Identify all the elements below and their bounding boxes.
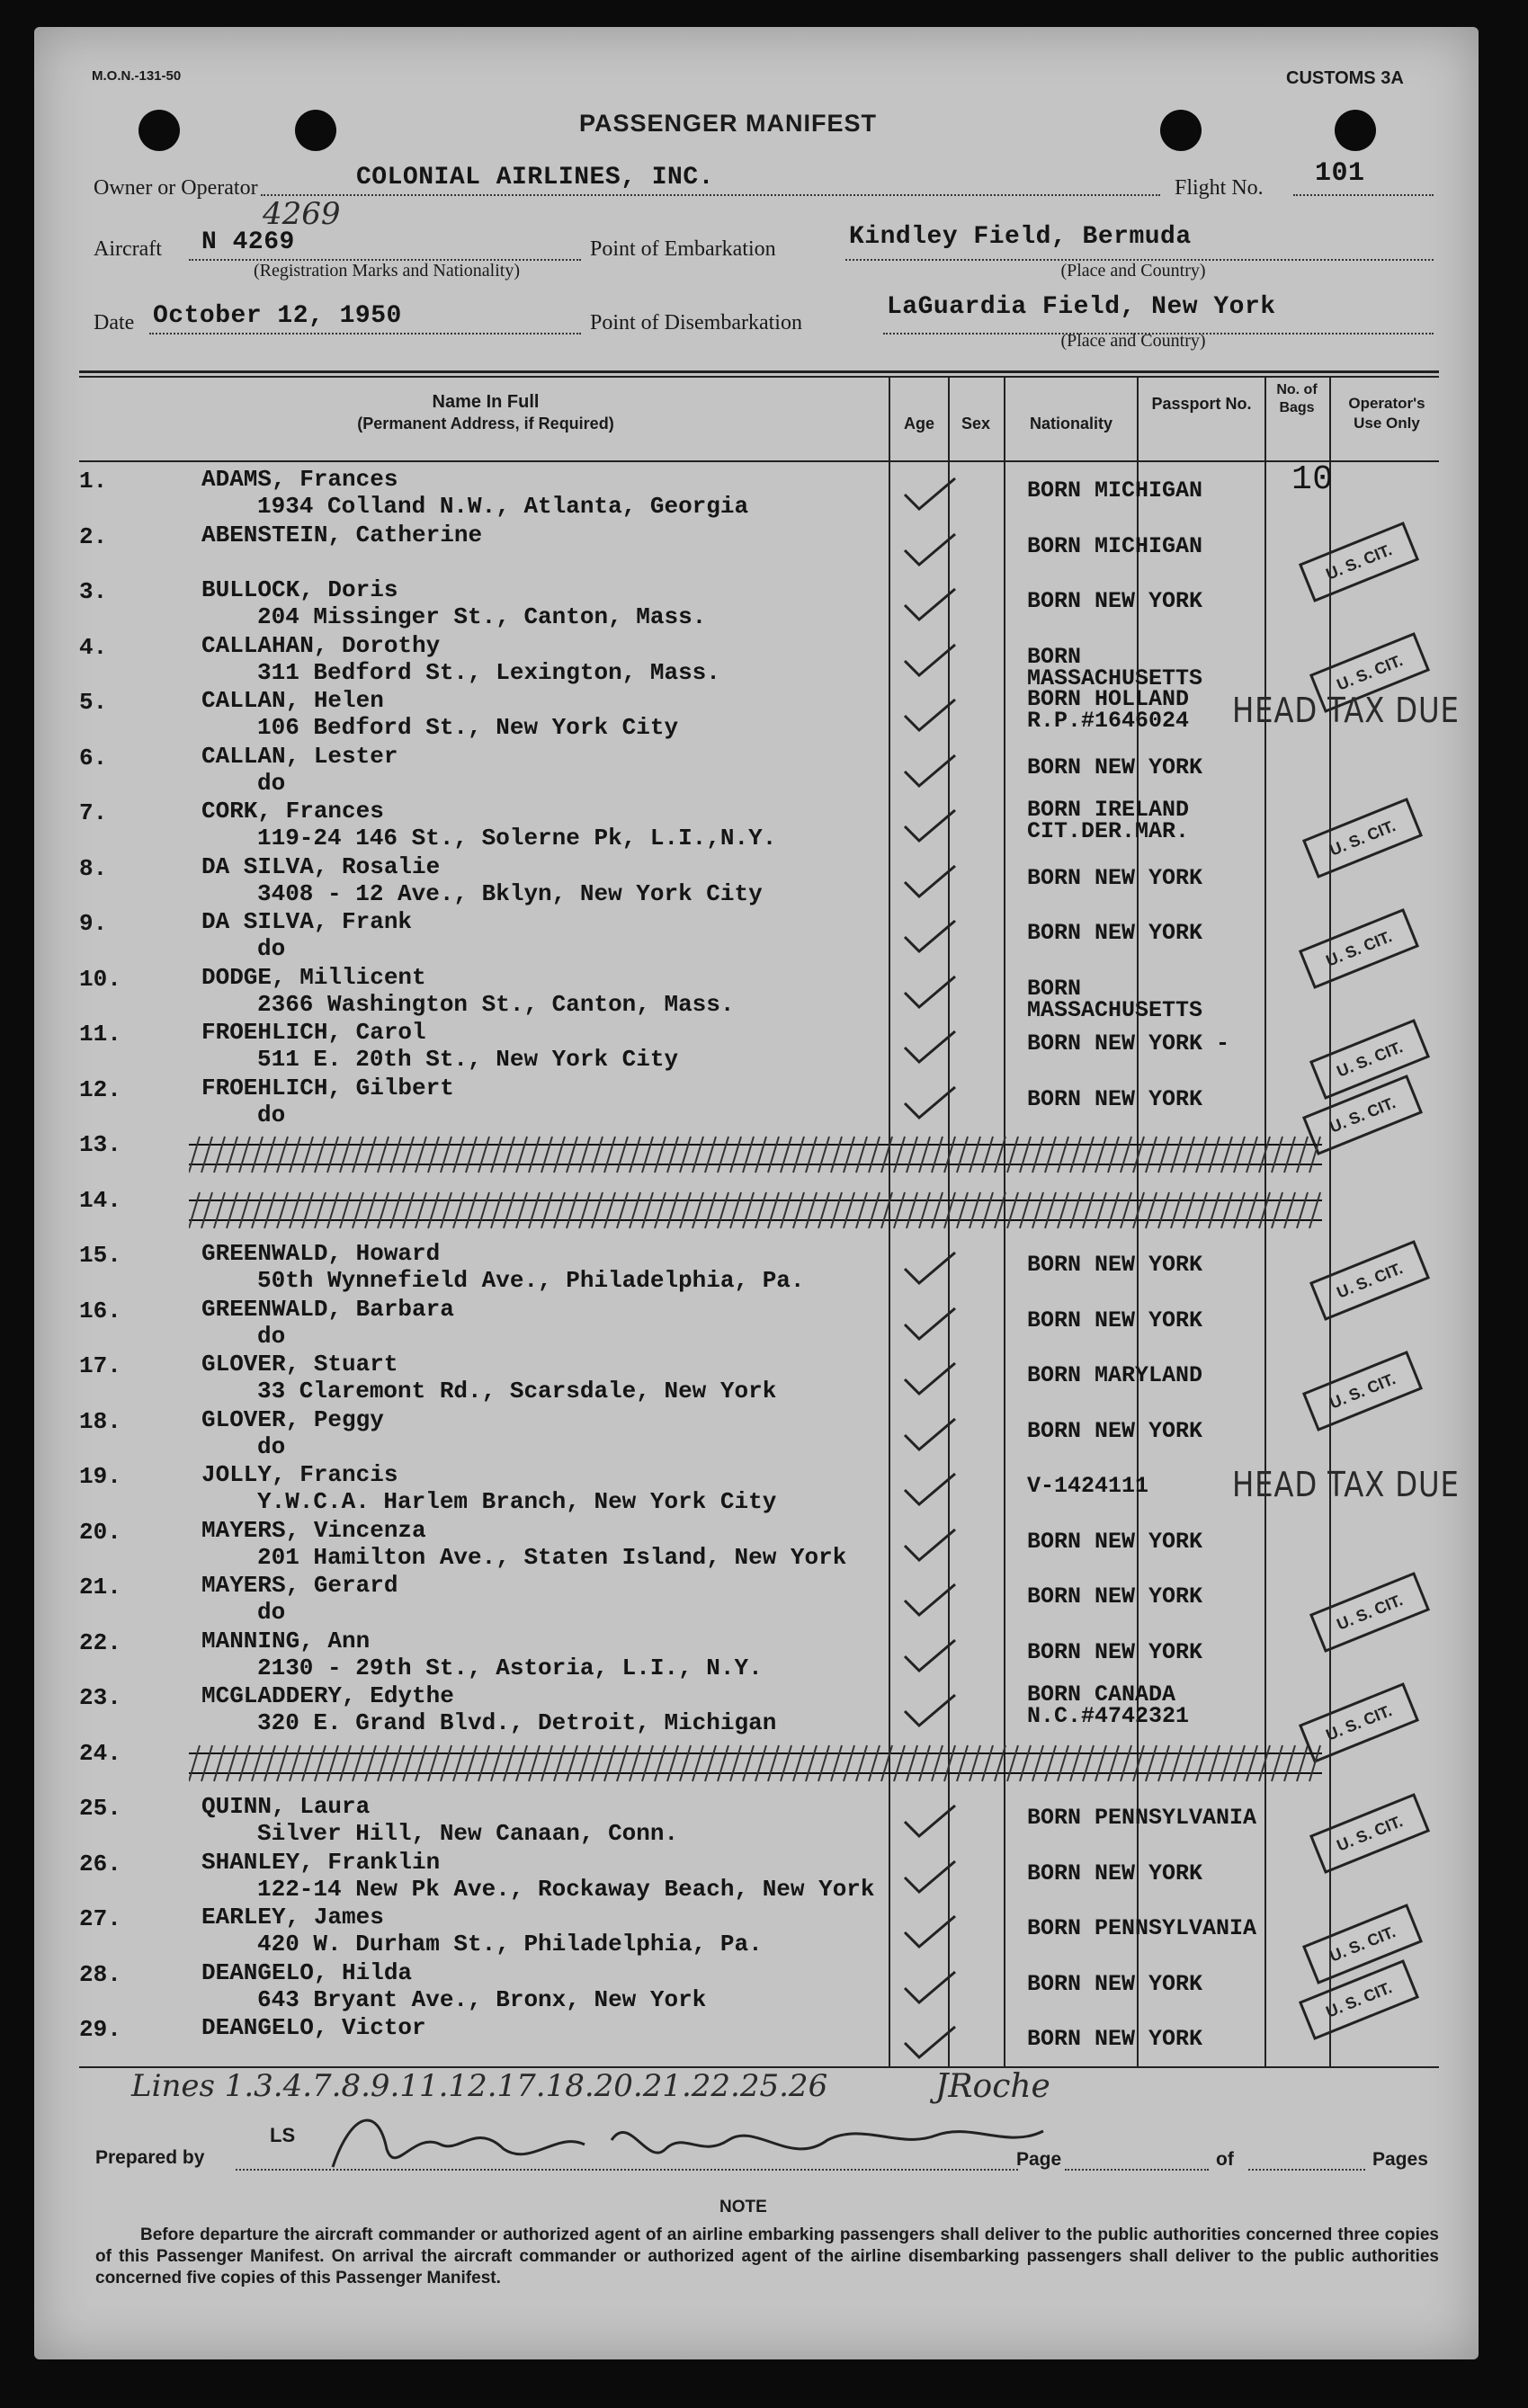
passenger-address: do	[257, 769, 286, 797]
row-number: 5.	[79, 689, 108, 716]
passenger-name: EARLEY, James	[201, 1904, 384, 1931]
scribble-out	[189, 1740, 1322, 1787]
col-header-passport: Passport No.	[1151, 395, 1252, 413]
row-number: 12.	[79, 1075, 121, 1103]
age-check-mark	[899, 2021, 962, 2066]
passenger-address: Y.W.C.A. Harlem Branch, New York City	[257, 1488, 777, 1515]
punch-hole	[1335, 110, 1376, 151]
passenger-name: ADAMS, Frances	[201, 466, 398, 493]
age-check-mark	[899, 1635, 962, 1680]
passenger-address: 33 Claremont Rd., Scarsdale, New York	[257, 1378, 777, 1405]
nationality: BORN NEW YORK	[1027, 1085, 1203, 1112]
passenger-name: CORK, Frances	[201, 798, 384, 825]
passenger-address: 311 Bedford St., Lexington, Mass.	[257, 658, 720, 686]
passenger-name: GLOVER, Stuart	[201, 1351, 398, 1378]
passenger-name: MAYERS, Gerard	[201, 1572, 398, 1599]
passenger-name: MAYERS, Vincenza	[201, 1516, 426, 1544]
nationality: BORN NEW YORK	[1027, 1417, 1203, 1444]
aircraft-handwritten: 4269	[263, 196, 341, 232]
row-number: 3.	[79, 578, 108, 605]
passenger-name: GREENWALD, Howard	[201, 1240, 441, 1267]
age-check-mark	[899, 1800, 962, 1845]
nationality: BORN NEW YORK	[1027, 1860, 1203, 1886]
passenger-name: MANNING, Ann	[201, 1627, 371, 1654]
age-check-mark	[899, 473, 962, 518]
embark-value: Kindley Field, Bermuda	[849, 223, 1192, 251]
row-number: 23.	[79, 1684, 121, 1711]
inspector-initials: JRoche	[935, 2068, 1050, 2105]
age-check-mark	[899, 861, 962, 905]
age-check-mark	[899, 1303, 962, 1348]
passenger-name: CALLAN, Helen	[201, 687, 384, 714]
owner-underline	[261, 194, 1160, 196]
us-citizen-stamp: U. S. CIT.	[1309, 1572, 1430, 1653]
row-number: 25.	[79, 1795, 121, 1822]
aircraft-value: N 4269	[201, 228, 295, 256]
age-check-mark	[899, 1579, 962, 1624]
age-check-mark	[899, 971, 962, 1016]
us-citizen-stamp: U. S. CIT.	[1299, 522, 1419, 602]
age-check-mark	[899, 1026, 962, 1071]
col-header-sex: Sex	[961, 415, 991, 433]
date-underline	[149, 333, 581, 334]
age-check-mark	[899, 1690, 962, 1735]
nationality: BORN PENNSYLVANIA	[1027, 1915, 1257, 1941]
nationality: BORN NEW YORK	[1027, 1307, 1203, 1333]
us-citizen-stamp: U. S. CIT.	[1302, 1351, 1423, 1431]
nationality: BORN NEW YORK	[1027, 1528, 1203, 1555]
age-check-mark	[899, 1082, 962, 1127]
passenger-name: ABENSTEIN, Catherine	[201, 521, 483, 548]
nationality: BORN MICHIGAN	[1027, 477, 1203, 504]
passenger-name: GLOVER, Peggy	[201, 1405, 384, 1433]
passenger-address: 50th Wynnefield Ave., Philadelphia, Pa.	[257, 1267, 805, 1294]
row-number: 11.	[79, 1021, 121, 1048]
page-underline	[1065, 2169, 1209, 2171]
age-check-mark	[899, 1414, 962, 1458]
passenger-address: do	[257, 1101, 286, 1128]
passenger-name: DA SILVA, Frank	[201, 908, 413, 935]
bag-count: 10	[1291, 460, 1334, 499]
nationality: BORN NEW YORK	[1027, 1252, 1203, 1278]
age-check-mark	[899, 529, 962, 574]
owner-label: Owner or Operator	[94, 176, 258, 200]
us-citizen-stamp: U. S. CIT.	[1302, 1904, 1423, 1984]
row-number: 10.	[79, 965, 121, 993]
nationality: BORN HOLLAND R.P.#1646024	[1027, 686, 1190, 734]
nationality: BORN NEW YORK	[1027, 1638, 1203, 1665]
nationality: BORN CANADA N.C.#4742321	[1027, 1681, 1190, 1729]
age-check-mark	[899, 1247, 962, 1292]
passenger-name: DEANGELO, Hilda	[201, 1958, 413, 1986]
passenger-address: 119-24 146 St., Solerne Pk, L.I.,N.Y.	[257, 825, 777, 852]
us-citizen-stamp: U. S. CIT.	[1299, 1682, 1419, 1763]
age-check-mark	[899, 1468, 962, 1513]
row-number: 16.	[79, 1297, 121, 1324]
row-number: 21.	[79, 1574, 121, 1601]
preparer-signature	[324, 2095, 1133, 2194]
row-number: 7.	[79, 799, 108, 826]
nationality: BORN MARYLAND	[1027, 1362, 1203, 1388]
row-number: 13.	[79, 1131, 121, 1158]
of-underline	[1248, 2169, 1365, 2171]
aircraft-label: Aircraft	[94, 237, 162, 261]
passenger-name: DODGE, Millicent	[201, 963, 426, 991]
table-top-rule	[79, 370, 1439, 373]
table-header-rule	[79, 460, 1439, 462]
row-number: 18.	[79, 1407, 121, 1435]
us-citizen-stamp: U. S. CIT.	[1299, 908, 1419, 989]
punch-hole	[139, 110, 180, 151]
pages-label: Pages	[1372, 2149, 1428, 2170]
nationality: BORN MASSACHUSETTS	[1027, 643, 1203, 691]
passenger-name: FROEHLICH, Gilbert	[201, 1074, 454, 1101]
row-number: 27.	[79, 1905, 121, 1932]
note-title: NOTE	[719, 2198, 767, 2216]
age-check-mark	[899, 584, 962, 629]
passenger-name: SHANLEY, Franklin	[201, 1848, 441, 1876]
nationality: BORN NEW YORK	[1027, 588, 1203, 614]
passenger-address: do	[257, 935, 286, 962]
us-citizen-stamp: U. S. CIT.	[1309, 1240, 1430, 1321]
row-number: 20.	[79, 1518, 121, 1546]
passenger-name: BULLOCK, Doris	[201, 576, 398, 603]
us-citizen-stamp: U. S. CIT.	[1302, 798, 1423, 878]
head-tax-due-stamp: HEAD TAX DUE	[1232, 691, 1460, 730]
passenger-address: 420 W. Durham St., Philadelphia, Pa.	[257, 1931, 763, 1958]
age-check-mark	[899, 1967, 962, 2011]
nationality: BORN NEW YORK	[1027, 754, 1203, 780]
flight-label: Flight No.	[1175, 176, 1264, 200]
passenger-name: DA SILVA, Rosalie	[201, 852, 441, 880]
embark-sub: (Place and Country)	[1060, 261, 1206, 281]
passenger-address: do	[257, 1599, 286, 1626]
form-number: M.O.N.-131-50	[92, 68, 182, 84]
nationality: BORN NEW YORK -	[1027, 1030, 1230, 1057]
col-header-name-sub: (Permanent Address, if Required)	[357, 415, 614, 433]
row-number: 6.	[79, 744, 108, 771]
us-citizen-stamp: U. S. CIT.	[1299, 1959, 1419, 2040]
passenger-address: 2130 - 29th St., Astoria, L.I., N.Y.	[257, 1654, 763, 1681]
nationality: BORN NEW YORK	[1027, 2026, 1203, 2052]
row-number: 19.	[79, 1463, 121, 1490]
passenger-address: 1934 Colland N.W., Atlanta, Georgia	[257, 493, 749, 520]
prepared-label: Prepared by	[95, 2147, 205, 2168]
us-citizen-stamp: U. S. CIT.	[1309, 1019, 1430, 1100]
lines-note: Lines 1.3.4.7.8.9.11.12.17.18.20.21.22.25.26	[131, 2068, 828, 2104]
passenger-name: FROEHLICH, Carol	[201, 1019, 426, 1046]
nationality: BORN NEW YORK	[1027, 1970, 1203, 1997]
row-number: 15.	[79, 1242, 121, 1269]
head-tax-due-stamp: HEAD TAX DUE	[1232, 1465, 1460, 1504]
age-check-mark	[899, 1358, 962, 1403]
passenger-address: 106 Bedford St., New York City	[257, 714, 679, 741]
row-number: 26.	[79, 1850, 121, 1877]
scribble-out	[189, 1131, 1322, 1178]
passenger-address: 511 E. 20th St., New York City	[257, 1046, 679, 1073]
row-number: 24.	[79, 1739, 121, 1767]
disembark-value: LaGuardia Field, New York	[887, 293, 1276, 321]
col-header-nationality: Nationality	[1029, 415, 1112, 433]
row-number: 22.	[79, 1628, 121, 1656]
row-number: 29.	[79, 2016, 121, 2043]
age-check-mark	[899, 694, 962, 739]
age-check-mark	[899, 639, 962, 684]
age-check-mark	[899, 750, 962, 795]
col-header-operator: Operator's Use Only	[1348, 395, 1425, 432]
col-header-age: Age	[903, 415, 934, 433]
passenger-address: 122-14 New Pk Ave., Rockaway Beach, New York	[257, 1875, 875, 1903]
passenger-address: 643 Bryant Ave., Bronx, New York	[257, 1985, 707, 2013]
col-header-bags: No. of Bags	[1276, 382, 1318, 415]
of-label: of	[1216, 2149, 1234, 2170]
us-citizen-stamp: U. S. CIT.	[1309, 632, 1430, 713]
nationality: BORN NEW YORK	[1027, 1583, 1203, 1610]
embark-label: Point of Embarkation	[590, 237, 776, 261]
nationality: V-1424111	[1027, 1473, 1149, 1499]
age-check-mark	[899, 915, 962, 960]
col-header-name: Name In Full	[432, 392, 540, 412]
passenger-address: do	[257, 1322, 286, 1350]
flight-value: 101	[1315, 158, 1365, 189]
row-number: 14.	[79, 1186, 121, 1214]
page-label: Page	[1016, 2149, 1062, 2170]
passenger-name: MCGLADDERY, Edythe	[201, 1682, 454, 1709]
passenger-name: DEANGELO, Victor	[201, 2014, 426, 2041]
nationality: BORN MICHIGAN	[1027, 532, 1203, 559]
prepared-initials: LS	[270, 2124, 296, 2146]
row-number: 9.	[79, 910, 108, 937]
passenger-address: Silver Hill, New Canaan, Conn.	[257, 1820, 679, 1847]
age-check-mark	[899, 1856, 962, 1901]
passenger-address: 320 E. Grand Blvd., Detroit, Michigan	[257, 1709, 777, 1736]
nationality: BORN NEW YORK	[1027, 864, 1203, 891]
row-number: 2.	[79, 522, 108, 550]
punch-hole	[1160, 110, 1202, 151]
passenger-name: CALLAHAN, Dorothy	[201, 631, 441, 659]
passenger-name: JOLLY, Francis	[201, 1461, 398, 1488]
passenger-address: 3408 - 12 Ave., Bklyn, New York City	[257, 879, 763, 907]
page-title: PASSENGER MANIFEST	[579, 110, 878, 137]
us-citizen-stamp: U. S. CIT.	[1309, 1793, 1430, 1874]
scribble-out	[189, 1187, 1322, 1234]
note-text: Before departure the aircraft commander or authorized agent of an airline embarking passengers shall deliver to the public authorities concerned three copies of this Passenger Manifest. On arrival the aircraft commander or authorized agent of the airline disembarking passengers shall deliver to the public authorities concerned five copies of this Passenger Manifest.	[95, 2225, 1439, 2288]
us-citizen-stamp: U. S. CIT.	[1302, 1075, 1423, 1155]
age-check-mark	[899, 1524, 962, 1569]
date-value: October 12, 1950	[153, 302, 402, 330]
nationality: BORN PENNSYLVANIA	[1027, 1805, 1257, 1831]
disembark-sub: (Place and Country)	[1060, 331, 1206, 351]
owner-value: COLONIAL AIRLINES, INC.	[356, 164, 714, 192]
row-number: 28.	[79, 1960, 121, 1988]
nationality: BORN IRELAND CIT.DER.MAR.	[1027, 797, 1190, 844]
passenger-name: QUINN, Laura	[201, 1793, 371, 1820]
passenger-address: do	[257, 1432, 286, 1460]
row-number: 1.	[79, 468, 108, 495]
passenger-name: GREENWALD, Barbara	[201, 1295, 454, 1323]
nationality: BORN MASSACHUSETTS	[1027, 975, 1203, 1023]
customs-label: CUSTOMS 3A	[1286, 68, 1404, 88]
row-number: 4.	[79, 633, 108, 661]
date-label: Date	[94, 311, 135, 334]
passenger-address: 201 Hamilton Ave., Staten Island, New York	[257, 1543, 847, 1571]
aircraft-sub: (Registration Marks and Nationality)	[253, 261, 521, 281]
age-check-mark	[899, 1911, 962, 1956]
disembark-label: Point of Disembarkation	[590, 311, 802, 334]
col-divider	[1329, 376, 1331, 2066]
flight-underline	[1293, 194, 1434, 196]
table-top-rule-2	[79, 376, 1439, 378]
passenger-address: 204 Missinger St., Canton, Mass.	[257, 603, 707, 630]
row-number: 8.	[79, 854, 108, 882]
row-number: 17.	[79, 1352, 121, 1379]
nationality: BORN NEW YORK	[1027, 920, 1203, 946]
passenger-name: CALLAN, Lester	[201, 742, 398, 770]
punch-hole	[295, 110, 336, 151]
passenger-address: 2366 Washington St., Canton, Mass.	[257, 990, 735, 1018]
age-check-mark	[899, 805, 962, 850]
